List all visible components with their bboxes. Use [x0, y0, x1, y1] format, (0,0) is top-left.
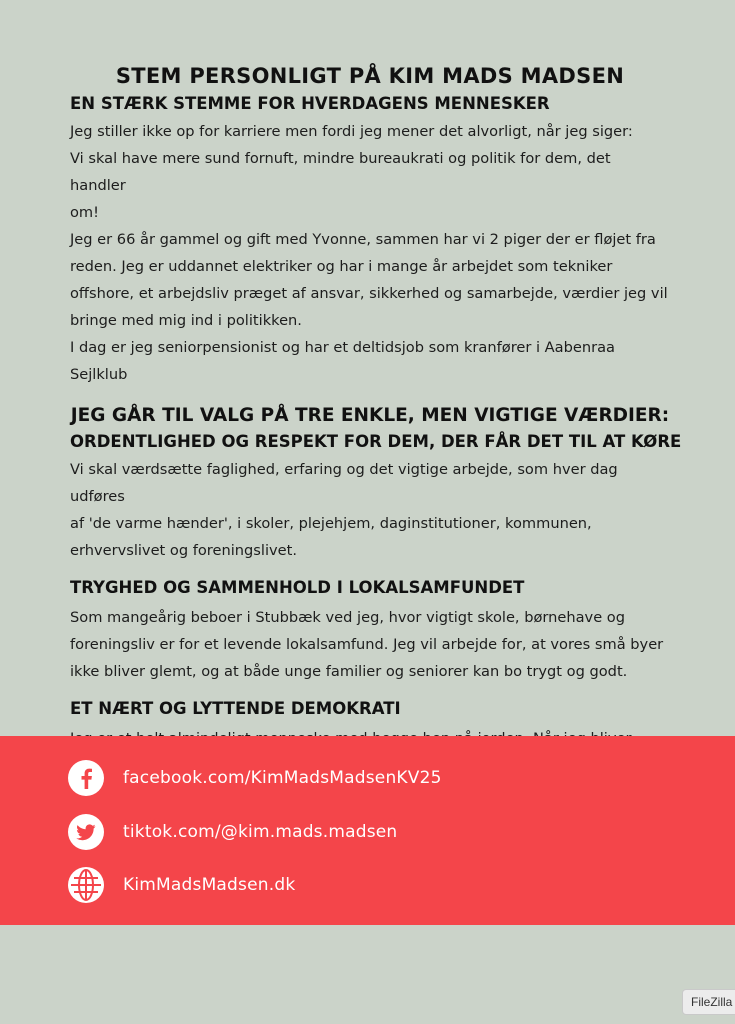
text-line: Vi skal have mere sund fornuft, mindre bureaukrati og politik for dem, det handler [70, 150, 611, 194]
section-heading-strong-voice: EN STÆRK STEMME FOR HVERDAGENS MENNESKER [70, 94, 550, 113]
text-line: om! [70, 204, 99, 221]
section-body-community [70, 604, 670, 685]
text-line: af 'de varme hænder', i skoler, plejehjem, daginstitutioner, kommunen, [70, 515, 592, 532]
text-line: Vi skal værdsætte faglighed, erfaring og det vigtige arbejde, som hver dag udføres [70, 461, 618, 505]
facebook-link[interactable] [68, 760, 442, 796]
text-line: ikke bliver glemt, og at både unge familier og seniorer kan bo trygt og godt. [70, 663, 628, 680]
text-line: I dag er jeg seniorpensionist og har et deltidsjob som kranfører i Aabenraa Sejlklub [70, 339, 615, 383]
section-body-intro [70, 118, 670, 388]
facebook-url[interactable]: facebook.com/KimMadsMadsenKV25 [123, 768, 442, 788]
twitter-bird-icon [68, 814, 104, 850]
text-line: bringe med mig ind i politikken. [70, 312, 302, 329]
website-link[interactable] [68, 867, 295, 903]
website-url[interactable]: KimMadsMadsen.dk [123, 875, 296, 895]
text-line: reden. Jeg er uddannet elektriker og har i mange år arbejdet som tekniker [70, 258, 613, 275]
social-links-band [0, 736, 735, 925]
section-heading-community: TRYGHED OG SAMMENHOLD I LOKALSAMFUNDET [70, 578, 525, 597]
text-line: foreningsliv er for et levende lokalsamfund. Jeg vil arbejde for, at vores små byer [70, 636, 664, 653]
tiktok-link[interactable] [68, 814, 397, 850]
tiktok-url[interactable]: tiktok.com/@kim.mads.madsen [123, 822, 398, 842]
section-body-respect [70, 456, 670, 564]
filezilla-tooltip: FileZilla [682, 989, 735, 1015]
text-line: Jeg er 66 år gammel og gift med Yvonne, sammen har vi 2 piger der er fløjet fra [70, 231, 656, 248]
page-title: STEM PERSONLIGT PÅ KIM MADS MADSEN [115, 64, 625, 88]
section-heading-democracy: ET NÆRT OG LYTTENDE DEMOKRATI [70, 699, 401, 718]
text-line: Som mangeårig beboer i Stubbæk ved jeg, hvor vigtigt skole, børnehave og [70, 609, 626, 626]
text-line: Jeg stiller ikke op for karriere men fordi jeg mener det alvorligt, når jeg siger: [70, 123, 633, 140]
globe-icon [68, 867, 104, 903]
values-title: JEG GÅR TIL VALG PÅ TRE ENKLE, MEN VIGTIGE VÆRDIER: [70, 405, 670, 426]
text-line: erhvervslivet og foreningslivet. [70, 542, 297, 559]
text-line: offshore, et arbejdsliv præget af ansvar, sikkerhed og samarbejde, værdier jeg vil [70, 285, 668, 302]
facebook-icon [68, 760, 104, 796]
section-heading-respect: ORDENTLIGHED OG RESPEKT FOR DEM, DER FÅR DET TIL AT KØRE [70, 432, 682, 451]
